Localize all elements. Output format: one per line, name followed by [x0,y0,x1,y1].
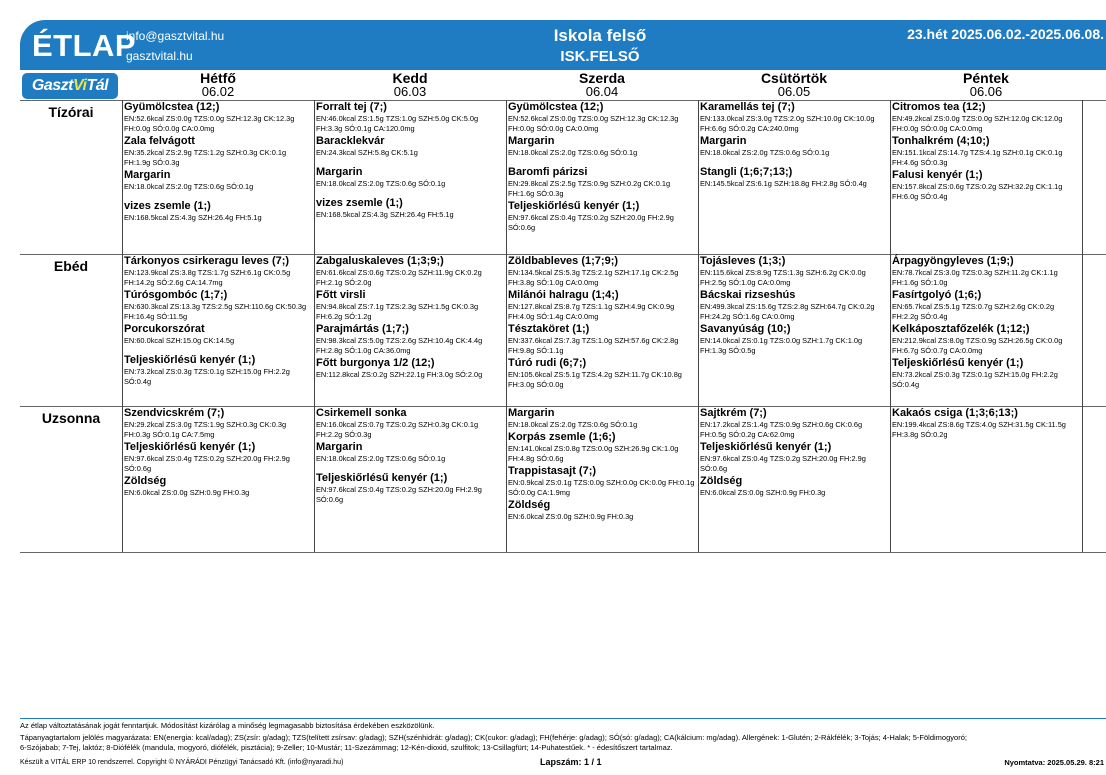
dish-nutrition: EN:73.2kcal ZS:0.3g TZS:0.1g SZH:15.0g FH:2.2g SÓ:0.4g [892,370,1058,389]
dish-name: Teljeskiőrlésű kenyér (1;) [124,441,256,453]
dish-nutrition: EN:97.6kcal ZS:0.4g TZS:0.2g SZH:20.0g FH:2.9g SÓ:0.6g [700,454,866,473]
dish-nutrition: EN:212.9kcal ZS:8.0g TZS:0.9g SZH:26.5g CK:0.0g FH:6.7g SÓ:0.7g CA:0.0mg [892,336,1063,355]
dish-item [316,441,506,464]
email-link[interactable]: info@gasztvital.hu [126,29,225,43]
dish-nutrition: EN:6.0kcal ZS:0.0g SZH:0.9g FH:0.3g [508,512,634,521]
dish-item [700,475,890,498]
menu-cell [314,255,506,406]
menu-cell [506,407,698,552]
menu-cell [698,407,890,552]
footer-divider [20,718,1106,719]
menu-cell [122,255,314,406]
day-header [890,71,1082,99]
day-name: Péntek [963,70,1009,86]
dish-name: Túró rudi (6;7;) [508,357,587,369]
dish-name: vizes zsemle (1;) [124,200,211,212]
dish-name: Zöldség [508,499,551,511]
footer-allergens: 6-Szójabab; 7-Tej, laktóz; 8-Diófélék (mandula, mogyoró, diófélék, pisztácia); 9-Zeller; 10-Mustár; 11-Szezámmag; 12-Kén-dioxid, szulfitok; 13-Csillagfürt; 14-Puhatestűek. * - édesítőszert tartalmaz. [20,743,673,752]
dish-item [508,166,698,199]
dish-item [124,101,314,134]
header-bar [20,20,1106,70]
dish-name: Teljeskiőrlésű kenyér (1;) [124,354,256,366]
menu-title: ÉTLAP [32,28,137,63]
dish-nutrition: EN:17.2kcal ZS:1.4g TZS:0.9g SZH:0.6g CK:0.6g FH:0.5g SÓ:0.2g CA:62.0mg [700,420,863,439]
menu-cell [314,407,506,552]
dish-nutrition: EN:98.3kcal ZS:5.0g TZS:2.6g SZH:10.4g CK:4.4g FH:2.8g SÓ:1.0g CA:36.0mg [316,336,483,355]
dish-name: Gyümölcstea (12;) [508,101,604,113]
dish-nutrition: EN:18.0kcal ZS:2.0g TZS:0.6g SÓ:0.1g [124,182,254,191]
dish-name: Teljeskiőrlésű kenyér (1;) [316,472,448,484]
dish-item [316,135,506,158]
dish-nutrition: EN:16.0kcal ZS:0.7g TZS:0.2g SZH:0.3g CK:0.1g FH:2.2g SÓ:0.3g [316,420,479,439]
day-date: 06.06 [969,84,1003,99]
day-name: Hétfő [200,70,236,86]
dish-item [124,135,314,168]
menu-cell [122,101,314,254]
day-date: 06.02 [201,84,235,99]
dish-nutrition: EN:115.6kcal ZS:8.9g TZS:1.3g SZH:6.2g CK:0.0g FH:2.5g SÓ:1.0g CA:0.0mg [700,268,866,287]
website-link[interactable]: gasztvital.hu [126,49,193,63]
dish-nutrition: EN:6.0kcal ZS:0.0g SZH:0.9g FH:0.3g [124,488,250,497]
dish-nutrition: EN:123.9kcal ZS:3.8g TZS:1.7g SZH:6.1g CK:0.5g FH:14.2g SÓ:2.6g CA:14.7mg [124,268,291,287]
menu-cell [890,101,1082,254]
dish-name: Teljeskiőrlésű kenyér (1;) [700,441,832,453]
dish-name: Stangli (1;6;7;13;) [700,166,793,178]
dish-name: Bácskai rizseshús [700,289,796,301]
dish-name: Citromos tea (12;) [892,101,986,113]
dish-name: Falusi kenyér (1;) [892,169,983,181]
dish-nutrition: EN:97.6kcal ZS:0.4g TZS:0.2g SZH:20.0g FH:2.9g SÓ:0.6g [316,485,482,504]
dish-item [316,101,506,134]
dish-item [892,255,1082,288]
dish-nutrition: EN:337.6kcal ZS:7.3g TZS:1.0g SZH:57.6g CK:2.8g FH:9.8g SÓ:1.1g [508,336,679,355]
spacer [508,159,698,166]
dish-item [316,323,506,356]
dish-nutrition: EN:73.2kcal ZS:0.3g TZS:0.1g SZH:15.0g FH:2.2g SÓ:0.4g [124,367,290,386]
dish-item [892,169,1082,202]
dish-name: Milánói halragu (1;4;) [508,289,619,301]
meal-label-uzsonna: Uzsonna [41,410,101,426]
dish-name: Főtt virsli [316,289,366,301]
dish-nutrition: EN:97.6kcal ZS:0.4g TZS:0.2g SZH:20.0g FH:2.9g SÓ:0.6g [508,213,674,232]
meal-label-ebed: Ebéd [53,258,89,274]
dish-name: Baromfi párizsi [508,166,588,178]
dish-item [508,101,698,134]
dish-item [316,255,506,288]
day-header [122,71,314,99]
dish-nutrition: EN:199.4kcal ZS:8.6g TZS:4.0g SZH:31.5g CK:11.5g FH:3.8g SÓ:0.2g [892,420,1066,439]
day-name: Csütörtök [760,70,828,86]
menu-cell [890,407,1082,552]
dish-item [508,200,698,233]
dish-nutrition: EN:0.9kcal ZS:0.1g TZS:0.0g SZH:0.0g CK:0.0g FH:0.1g SÓ:0.0g CA:1.9mg [508,478,695,497]
menu-cell [314,101,506,254]
dish-nutrition: EN:18.0kcal ZS:2.0g TZS:0.6g SÓ:0.1g [508,148,638,157]
dish-name: Zala felvágott [124,135,195,147]
dish-nutrition: EN:630.3kcal ZS:13.3g TZS:2.5g SZH:110.6g CK:50.3g FH:16.4g SÓ:11.5g [124,302,307,321]
dish-item [508,255,698,288]
dish-nutrition: EN:52.6kcal ZS:0.0g TZS:0.0g SZH:12.3g CK:12.3g FH:0.0g SÓ:0.0g CA:0.0mg [124,114,295,133]
spacer [316,465,506,472]
dish-item [316,357,506,380]
dish-item [508,323,698,356]
dish-name: Porcukorszórat [124,323,205,335]
dish-nutrition: EN:78.7kcal ZS:3.0g TZS:0.3g SZH:11.2g CK:1.1g FH:1.6g SÓ:1.0g [892,268,1058,287]
dish-nutrition: EN:29.8kcal ZS:2.5g TZS:0.9g SZH:0.2g CK:0.1g FH:1.6g SÓ:0.3g [508,179,671,198]
dish-nutrition: EN:168.5kcal ZS:4.3g SZH:26.4g FH:5.1g [124,213,262,222]
dish-name: Savanyúság (10;) [700,323,791,335]
dish-nutrition: EN:141.0kcal ZS:0.8g TZS:0.0g SZH:26.9g CK:1.0g FH:4.8g SÓ:0.6g [508,444,679,463]
week-range: 23.hét 2025.06.02.-2025.06.08. [907,26,1104,42]
page-number: Lapszám: 1 / 1 [540,757,602,767]
dish-item [700,255,890,288]
dish-nutrition: EN:18.0kcal ZS:2.0g TZS:0.6g SÓ:0.1g [508,420,638,429]
grid-line [1082,100,1083,552]
dish-nutrition: EN:18.0kcal ZS:2.0g TZS:0.6g SÓ:0.1g [700,148,830,157]
footer-disclaimer: Az étlap változtatásának jogát fenntartjuk. Módosítást kizárólag a minőség legmagasabb biztosítása érdekében eszközölünk. [20,721,435,730]
day-header [314,71,506,99]
dish-item [124,354,314,387]
dish-name: Tésztaköret (1;) [508,323,590,335]
dish-name: Karamellás tej (7;) [700,101,795,113]
dish-item [124,475,314,498]
dish-nutrition: EN:29.2kcal ZS:3.0g TZS:1.9g SZH:0.3g CK:0.3g FH:0.3g SÓ:0.1g CA:7.5mg [124,420,287,439]
dish-name: Túrósgombóc (1;7;) [124,289,228,301]
dish-item [700,166,890,189]
day-name: Szerda [579,70,625,86]
gasztvital-logo: GasztViTál [22,73,118,99]
dish-name: Trappistasajt (7;) [508,465,597,477]
footer-copyright: Készült a VITÁL ERP 10 rendszerrel. Copyright © NYÁRÁDI Pénzügyi Tanácsadó Kft. (info@nyaradi.hu) [20,759,344,766]
day-header [698,71,890,99]
dish-item [316,197,506,220]
dish-name: Kakaós csiga (1;3;6;13;) [892,407,1018,419]
menu-cell [122,407,314,552]
dish-name: Parajmártás (1;7;) [316,323,409,335]
menu-cell [698,255,890,406]
spacer [124,347,314,354]
dish-name: Zöldség [700,475,743,487]
dish-nutrition: EN:60.0kcal SZH:15.0g CK:14.5g [124,336,235,345]
dish-name: Margarin [316,166,363,178]
dish-item [316,289,506,322]
dish-nutrition: EN:94.8kcal ZS:7.1g TZS:2.3g SZH:1.5g CK:0.3g FH:6.2g SÓ:1.2g [316,302,479,321]
print-date: Nyomtatva: 2025.05.29. 8:21 [1004,758,1104,767]
dish-item [700,407,890,440]
dish-name: Baracklekvár [316,135,385,147]
dish-nutrition: EN:151.1kcal ZS:14.7g TZS:4.1g SZH:0.1g CK:0.1g FH:4.6g SÓ:0.3g [892,148,1063,167]
dish-item [124,441,314,474]
dish-nutrition: EN:61.6kcal ZS:0.6g TZS:0.2g SZH:11.9g CK:0.2g FH:2.1g SÓ:2.0g [316,268,482,287]
dish-nutrition: EN:499.3kcal ZS:15.6g TZS:2.8g SZH:64.7g CK:0.2g FH:24.2g SÓ:1.6g CA:0.0mg [700,302,875,321]
dish-name: Teljeskiőrlésű kenyér (1;) [892,357,1024,369]
dish-nutrition: EN:127.8kcal ZS:8.7g TZS:1.1g SZH:4.9g CK:0.9g FH:4.0g SÓ:1.4g CA:0.0mg [508,302,675,321]
dish-name: Margarin [508,135,555,147]
dish-nutrition: EN:24.3kcal SZH:5.8g CK:5.1g [316,148,418,157]
spacer [316,159,506,166]
dish-item [892,323,1082,356]
dish-nutrition: EN:14.0kcal ZS:0.1g TZS:0.0g SZH:1.7g CK:1.0g FH:1.3g SÓ:0.5g [700,336,863,355]
dish-name: Zöldbableves (1;7;9;) [508,255,619,267]
dish-name: Gyümölcstea (12;) [124,101,220,113]
dish-item [508,357,698,390]
dish-nutrition: EN:52.6kcal ZS:0.0g TZS:0.0g SZH:12.3g CK:12.3g FH:0.0g SÓ:0.0g CA:0.0mg [508,114,679,133]
dish-name: Fasírtgolyó (1;6;) [892,289,982,301]
dish-name: Margarin [316,441,363,453]
dish-item [316,407,506,440]
meal-label-tizorai: Tízórai [48,104,94,120]
dish-item [892,135,1082,168]
menu-cell [698,101,890,254]
dish-item [508,499,698,522]
dish-nutrition: EN:18.0kcal ZS:2.0g TZS:0.6g SÓ:0.1g [316,454,446,463]
dish-item [124,289,314,322]
grid-line [20,552,1106,553]
dish-name: Főtt burgonya 1/2 (12;) [316,357,435,369]
dish-nutrition: EN:6.0kcal ZS:0.0g SZH:0.9g FH:0.3g [700,488,826,497]
dish-name: Zöldség [124,475,167,487]
school-code: ISK.FELSŐ [560,48,640,65]
dish-item [700,289,890,322]
dish-nutrition: EN:157.8kcal ZS:0.6g TZS:0.2g SZH:32.2g CK:1.1g FH:6.0g SÓ:0.4g [892,182,1063,201]
dish-name: Margarin [700,135,747,147]
contact-info [126,26,224,66]
dish-nutrition: EN:65.7kcal ZS:5.1g TZS:0.7g SZH:2.6g CK:0.2g FH:2.2g SÓ:0.4g [892,302,1055,321]
dish-nutrition: EN:49.2kcal ZS:0.0g TZS:0.0g SZH:12.0g CK:12.0g FH:0.0g SÓ:0.0g CA:0.0mg [892,114,1063,133]
day-date: 06.05 [777,84,811,99]
dish-item [508,407,698,430]
dish-nutrition: EN:46.0kcal ZS:1.5g TZS:1.0g SZH:5.0g CK:5.0g FH:3.3g SÓ:0.1g CA:120.0mg [316,114,479,133]
menu-cell [890,255,1082,406]
dish-item [124,407,314,440]
dish-item [124,200,314,223]
dish-name: Csirkemell sonka [316,407,407,419]
school-name: Iskola felső [553,26,647,45]
menu-cell [506,255,698,406]
dish-nutrition: EN:134.5kcal ZS:5.3g TZS:2.1g SZH:17.1g CK:2.5g FH:3.8g SÓ:1.0g CA:0.0mg [508,268,679,287]
dish-nutrition: EN:18.0kcal ZS:2.0g TZS:0.6g SÓ:0.1g [316,179,446,188]
spacer [124,193,314,200]
dish-name: Zabgaluskaleves (1;3;9;) [316,255,444,267]
dish-nutrition: EN:145.5kcal ZS:6.1g SZH:18.8g FH:2.8g SÓ:0.4g [700,179,867,188]
dish-nutrition: EN:168.5kcal ZS:4.3g SZH:26.4g FH:5.1g [316,210,454,219]
dish-item [508,431,698,464]
dish-item [316,166,506,189]
dish-item [700,441,890,474]
dish-nutrition: EN:105.6kcal ZS:5.1g TZS:4.2g SZH:11.7g CK:10.8g FH:3.0g SÓ:0.0g [508,370,682,389]
dish-item [124,255,314,288]
dish-nutrition: EN:112.8kcal ZS:0.2g SZH:22.1g FH:3.0g SÓ:2.0g [316,370,483,379]
dish-item [124,323,314,346]
spacer [700,159,890,166]
dish-name: Tonhalkrém (4;10;) [892,135,990,147]
day-name: Kedd [392,70,428,86]
dish-item [700,323,890,356]
dish-name: Margarin [508,407,555,419]
dish-nutrition: EN:35.2kcal ZS:2.9g TZS:1.2g SZH:0.3g CK:0.1g FH:1.9g SÓ:0.3g [124,148,287,167]
dish-name: Korpás zsemle (1;6;) [508,431,616,443]
dish-item [508,465,698,498]
dish-name: Tojásleves (1;3;) [700,255,786,267]
day-date: 06.04 [585,84,619,99]
dish-item [892,357,1082,390]
dish-item [124,169,314,192]
menu-cell [506,101,698,254]
dish-item [700,101,890,134]
dish-item [892,101,1082,134]
dish-item [508,289,698,322]
dish-item [700,135,890,158]
dish-name: Sajtkrém (7;) [700,407,767,419]
dish-name: Forralt tej (7;) [316,101,387,113]
dish-nutrition: EN:133.0kcal ZS:3.0g TZS:2.0g SZH:10.0g CK:10.0g FH:6.6g SÓ:0.2g CA:240.0mg [700,114,875,133]
footer-legend: Tápanyagtartalom jelölés magyarázata: EN(energia: kcal/adag); ZS(zsír: g/adag); TZS(telített zsírsav: g/adag); SZH(szénhidrát: g/adag); CK(cukor: g/adag); FH(fehérje: g/adag); SÓ(só: g/adag); CA(kálcium: mg/adag). Allergének: 1-Glutén; 2-Rákfélék; 3-Tojás; 4-Halak; 5-Földimogyoró; [20,733,967,742]
dish-name: Szendvicskrém (7;) [124,407,225,419]
day-header [506,71,698,99]
dish-name: Tárkonyos csirkeragu leves (7;) [124,255,290,267]
dish-nutrition: EN:97.6kcal ZS:0.4g TZS:0.2g SZH:20.0g FH:2.9g SÓ:0.6g [124,454,290,473]
dish-item [892,289,1082,322]
dish-item [892,407,1082,440]
dish-item [508,135,698,158]
dish-item [316,472,506,505]
dish-name: Teljeskiőrlésű kenyér (1;) [508,200,640,212]
spacer [316,190,506,197]
dish-name: Kelkáposztafőzelék (1;12;) [892,323,1030,335]
dish-name: Árpagyöngyleves (1;9;) [892,255,1014,267]
dish-name: Margarin [124,169,171,181]
day-date: 06.03 [393,84,427,99]
dish-name: vizes zsemle (1;) [316,197,403,209]
